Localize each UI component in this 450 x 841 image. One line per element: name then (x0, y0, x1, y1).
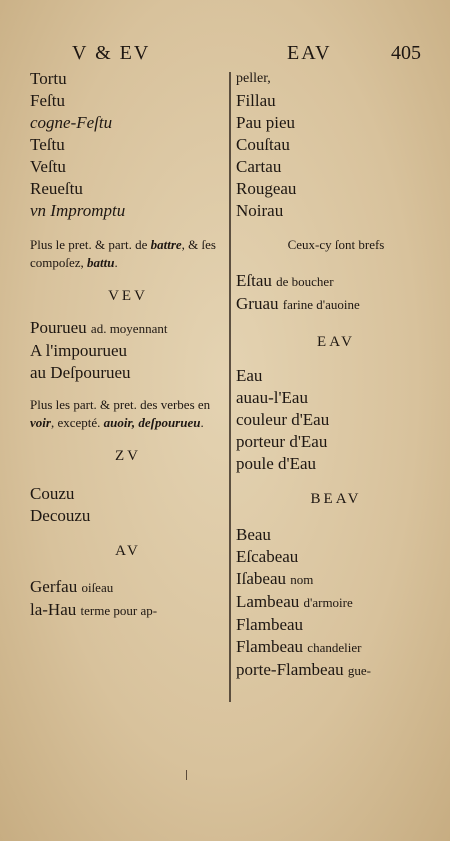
note-emphasis: battre (150, 237, 182, 252)
entry-line (236, 591, 436, 614)
running-head-right: EAV (287, 42, 332, 64)
entry-gloss: chandelier (307, 640, 362, 655)
running-head-left: V & EV (72, 42, 151, 64)
entry-word: porte-Flambeau (236, 660, 344, 679)
page-number: 405 (391, 42, 421, 64)
entry-gloss: gue- (347, 663, 371, 678)
entry-word: Flambeau (236, 615, 304, 634)
entry-gloss: ad. moyennant (90, 321, 168, 336)
entry-gloss: farine d'auoine (282, 297, 360, 312)
section-heading: ZV (115, 448, 141, 464)
entry-word: A l'impourueu (30, 341, 128, 360)
entry-line (236, 568, 436, 591)
entry-gloss: oiſeau (81, 580, 114, 595)
note-emphasis: battu (87, 255, 115, 270)
entry-word: Gruau (236, 294, 279, 313)
entry-line (30, 317, 226, 340)
entry-line (236, 636, 436, 659)
entry-line (236, 270, 436, 293)
entry-word: Couſtau (236, 135, 290, 154)
entry-line (236, 293, 436, 316)
column-divider (229, 72, 231, 702)
entry-word: Pau pieu (236, 113, 296, 132)
entry-word: Veſtu (30, 157, 66, 176)
entry-gloss: d'armoire (303, 595, 353, 610)
note-text: , & ſes compoſez, (30, 237, 216, 270)
note-emphasis: auoir, deſpourueu (103, 415, 201, 430)
entry-word: Iſabeau (236, 569, 287, 588)
entry-word: Couzu (30, 484, 75, 503)
entry-word: porteur d'Eau (236, 432, 328, 451)
entry-word: Eau (236, 366, 263, 385)
entry-word: Tortu (30, 69, 67, 88)
entry-word: Pourueu (30, 318, 87, 337)
entry-word: poule d'Eau (236, 454, 317, 473)
note-text: . (200, 415, 204, 430)
note-text: Plus les part. & pret. des verbes en (30, 397, 211, 412)
entry-line (236, 659, 436, 682)
entry-word: Teſtu (30, 135, 65, 154)
entry-word: Beau (236, 525, 271, 544)
entry-word: Gerfau (30, 577, 78, 596)
entry-word: la-Hau (30, 600, 77, 619)
note-text: Plus le pret. & part. de (30, 237, 151, 252)
entry-word: vn Impromptu (30, 201, 126, 220)
entry-word: peller, (236, 71, 271, 86)
grammar-note (30, 236, 226, 272)
entry-word: Cartau (236, 157, 282, 176)
entry-word: couleur d'Eau (236, 410, 330, 429)
right-column (236, 68, 436, 682)
section-heading: AV (115, 543, 141, 559)
grammar-note (30, 396, 226, 432)
section-heading: BEAV (310, 491, 362, 507)
entry-word: auau-l'Eau (236, 388, 308, 407)
entry-word: Eſtau (236, 271, 272, 290)
entry-word: Reueſtu (30, 179, 83, 198)
entry-gloss: nom (290, 572, 314, 587)
entry-word: Flambeau (236, 637, 304, 656)
entry-word: Lambeau (236, 592, 300, 611)
entry-word: Fillau (236, 91, 276, 110)
entry-word: Rougeau (236, 179, 297, 198)
entry-line (30, 576, 226, 599)
entry-word: Noirau (236, 201, 284, 220)
entry-word: Eſcabeau (236, 547, 299, 566)
section-heading: EAV (317, 334, 355, 350)
entry-word: au Deſpourueu (30, 363, 131, 382)
left-column (30, 68, 226, 622)
printers-mark (186, 770, 187, 780)
grammar-note: Ceux-cy ſont brefs (287, 237, 385, 252)
entry-gloss: de boucher (276, 274, 334, 289)
entry-word: cogne-Feſtu (30, 113, 113, 132)
section-heading: VEV (108, 288, 148, 304)
entry-line (30, 599, 226, 622)
note-emphasis: voir (30, 415, 51, 430)
note-text: . (114, 255, 118, 270)
entry-word: Feſtu (30, 91, 65, 110)
entry-gloss: terme pour ap- (80, 603, 158, 618)
entry-word: Decouzu (30, 506, 91, 525)
note-text: , excepté. (50, 415, 104, 430)
